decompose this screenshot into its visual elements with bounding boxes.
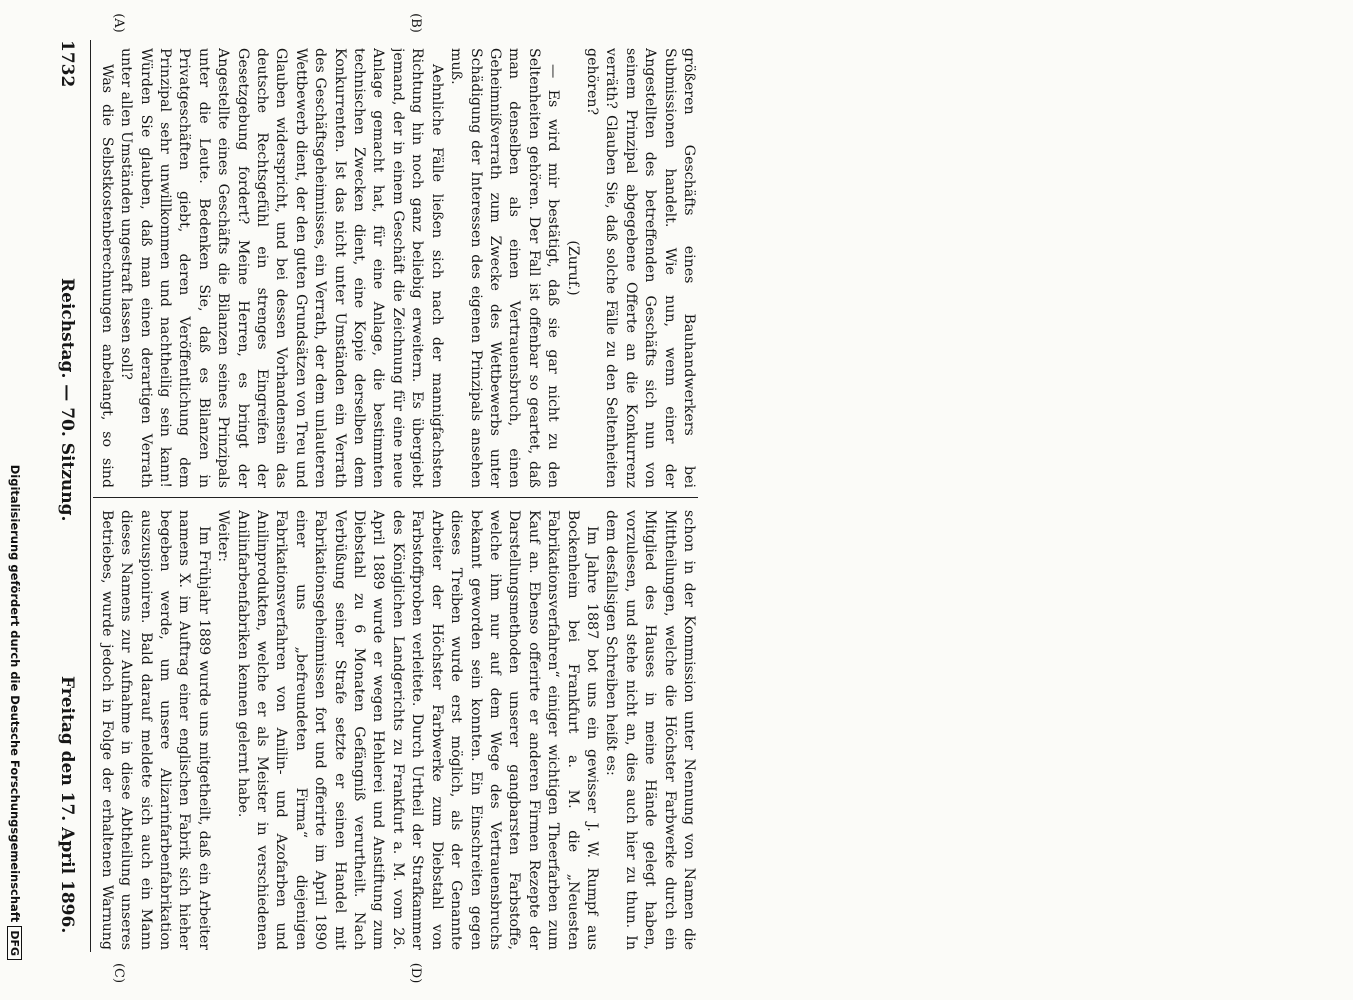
section-label: Weiter: (215, 510, 232, 563)
paragraph: schon in der Kommission unter Nennung von Namen die Mittheilungen, welche die Höchster Farbwerke durch ein Mitglied des Hauses in meine Hände gelegt haben, vorzulesen, und stehe nicht an, dies auch hier zu thun. In dem desfallsigen Schreiben heißt es: (603, 510, 697, 950)
interjection: (Zuruf.) (564, 240, 581, 296)
session-heading: Reichstag. — 70. Sitzung. (57, 278, 77, 522)
dfg-logo: DFG (7, 926, 22, 960)
paragraph: — Es wird mir bestätigt, daß sie gar nicht zu den Seltenheiten gehören. Der Fall ist offenbar so geartet, daß man denselben als einen Vertrauensbruch, einen Geheimnißverrath zum Zwecke des Wettbewerbs unter Schädigung der Interessen des eigenen Prinzipals ansehen muß. (448, 48, 562, 488)
paragraph: Aehnliche Fälle ließen sich nach der mannigfachsten Richtung hin noch ganz beliebig erweitern. Es übergiebt jemand, der in einem Geschäft die Zeichnung für eine neue Anlage gemacht hat, für eine Anlage, die bestimmten technischen Zwecken dient, eine Kopie derselben dem Konkurrenten. Ist das nicht unter Umständen ein Verrath des Geschäftsgeheimnisses, ein Verrath, der dem unlauteren Wettbewerb dient, der den guten Grundsätzen von Treu und Glauben widerspricht, und bei dessen Vorhandensein das deutsche Rechtsgefühl ein strenges Eingreifen der Gesetzgebung fordert? Meine Herren, es bringt der Angestellte eines Geschäfts die Bilanzen seines Prinzipals unter die Leute. Bedenken Sie, daß es Bilanzen in Privatgeschäften giebt, deren Veröffentlichung dem Prinzipal sehr unwillkommen und nachtheilig sein kann! Würden Sie glauben, daß man einen derartigen Verrath unter allen Umständen ungestraft lassen soll? (118, 48, 445, 488)
header-rule (90, 40, 91, 952)
margin-mark-a: (A) (111, 13, 126, 33)
margin-mark-b: (B) (408, 13, 423, 33)
paragraph: größeren Geschäfts eines Bauhandwerkers bei Submissionen handelt. Wie nun, wenn einer der Angestellten des betreffenden Geschäfts sich nun von seinem Prinzipal abgegebene Offerte an die Konkurrenz verräth? Glauben Sie, daß solche Fälle zu den Seltenheiten gehören? (583, 48, 697, 488)
digitization-credit (7, 40, 22, 960)
paragraph: Was die Selbstkostenberechnungen anbelangt, so sind (98, 64, 115, 488)
quoted-letter: Im Frühjahr 1889 wurde uns mitgetheilt, daß ein Arbeiter namens X. im Auftrag einer englischen Fabrik sich hieher begeben werde, um unsere Alizarinfarbenfabrikation auszuspioniren. Bald darauf meldete sich auch ein Mann dieses Namens zur Aufnahme in diese Abtheilung unseres Betriebes, wurde jedoch in Folge der erhaltenen Warnung (98, 510, 212, 950)
date-heading: Freitag den 17. April 1896. (57, 676, 77, 934)
left-column (98, 48, 698, 488)
margin-mark-c: (C) (111, 962, 126, 984)
margin-mark-d: (D) (408, 962, 423, 984)
page-number: 1732 (57, 40, 77, 88)
right-column (98, 510, 698, 950)
quoted-letter: Im Jahre 1887 bot uns ein gewisser J. W. Rumpf aus Bockenheim bei Frankfurt a. M. die „Neuesten Fabrikationsverfahren“ einiger wichtigen Theerfarben zum Kauf an. Ebenso offerirte er anderen Firmen Rezepte der Darstellungsmethoden unserer gangbarsten Farbstoffe, welche ihm nur auf dem Wege des Vertrauensbruchs bekannt geworden sein konnten. Ein Einschreiten gegen dieses Treiben wurde erst möglich, als der Genannte Arbeiter der Höchster Farbwerke zum Diebstahl von Farbstoffproben verleitete. Durch Urtheil der Strafkammer des Königlichen Landgerichts zu Frankfurt a. M. vom 26. April 1889 wurde er wegen Hehlerei und Anstiftung zum Diebstahl zu 6 Monaten Gefängniß verurtheilt. Nach Verbüßung seiner Strafe setzte er seinen Handel mit Fabrikationsgeheimnissen fort und offerirte im April 1890 einer uns „befreundeten Firma“ diejenigen Fabrikationsverfahren von Anilin- und Azofarben und Anilinprodukten, welche er als Meister in verschiedenen Anilinfarbenfabriken kennen gelernt habe. (234, 510, 600, 950)
credit-text: Digitalisierung gefördert durch die Deutsche Forschungsgemeinschaft (8, 464, 22, 923)
column-divider (93, 497, 698, 498)
